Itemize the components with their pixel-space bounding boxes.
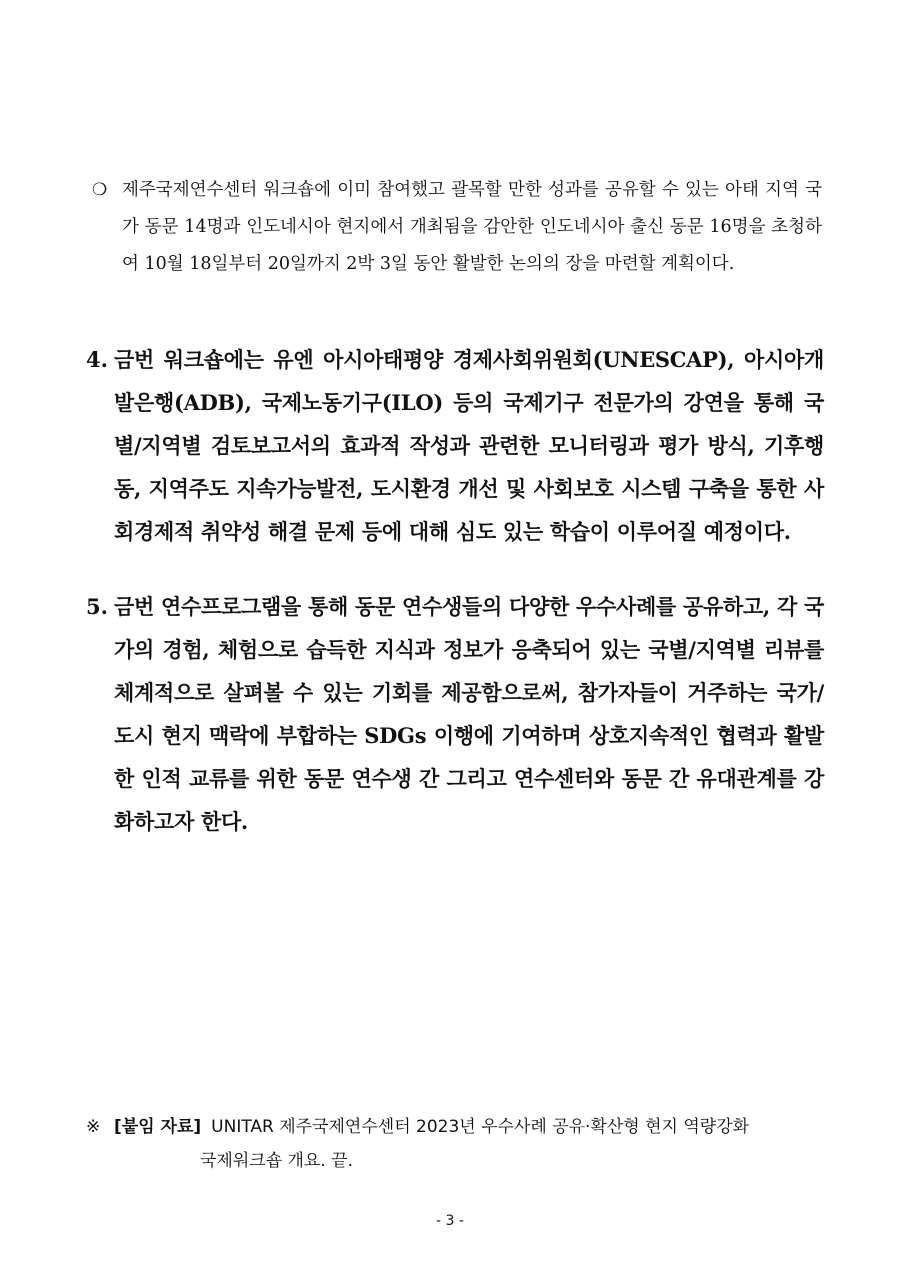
paragraph-text: 금번 워크숍에는 유엔 아시아태평양 경제사회위원회(UNESCAP), 아시아개발은행(ADB), 국제노동기구(ILO) 등의 국제기구 전문가의 강연을 통해 국별/지역별 검토보고서의 효과적 작성과 관련한 모니터링과 평가 방식, 기후행동, 지역주도 지속가능발전, 도시환경 개선 및 사회보호 시스템 구축을 통한 사회경제적 취약성 해결 문제 등에 대해 심도 있는 학습이 이루어질 예정이다. [114, 347, 824, 544]
numbered-paragraph-4 [86, 338, 826, 553]
hollow-circle-bullet-icon: ❍ [92, 180, 108, 200]
paragraph-number: 5. [86, 594, 108, 619]
attachment-title-continuation: 국제워크숍 개요. 끝. [200, 1151, 353, 1171]
paragraph-number: 4. [86, 347, 108, 372]
paragraph-text: 금번 연수프로그램을 통해 동문 연수생들의 다양한 우수사례를 공유하고, 각 국가의 경험, 체험으로 습득한 지식과 정보가 응축되어 있는 국별/지역별 리뷰를 체계적으로 살펴볼 수 있는 기회를 제공함으로써, 참가자들이 거주하는 국가/도시 현지 맥락에 부합하는 SDGs 이행에 기여하며 상호지속적인 협력과 활발한 인적 교류를 위한 동문 연수생 간 그리고 연수센터와 동문 간 유대관계를 강화하고자 한다. [114, 594, 824, 834]
attachment-title: UNITAR 제주국제연수센터 2023년 우수사례 공유·확산형 현지 역량강화 [211, 1117, 750, 1137]
attachment-note [86, 1110, 826, 1178]
attachment-label: [붙임 자료] [114, 1117, 202, 1137]
bullet-paragraph-text: 제주국제연수센터 워크숍에 이미 참여했고 괄목할 만한 성과를 공유할 수 있는 아태 지역 국가 동문 14명과 인도네시아 현지에서 개최됨을 감안한 인도네시아 출신 동문 16명을 초청하여 10월 18일부터 20일까지 2박 3일 동안 활발한 논의의 장을 마련할 계획이다. [122, 180, 822, 274]
numbered-paragraph-5 [86, 585, 826, 843]
bullet-paragraph [92, 172, 822, 283]
page-number: - 3 - [436, 1213, 464, 1229]
reference-mark-icon: ※ [86, 1117, 101, 1137]
